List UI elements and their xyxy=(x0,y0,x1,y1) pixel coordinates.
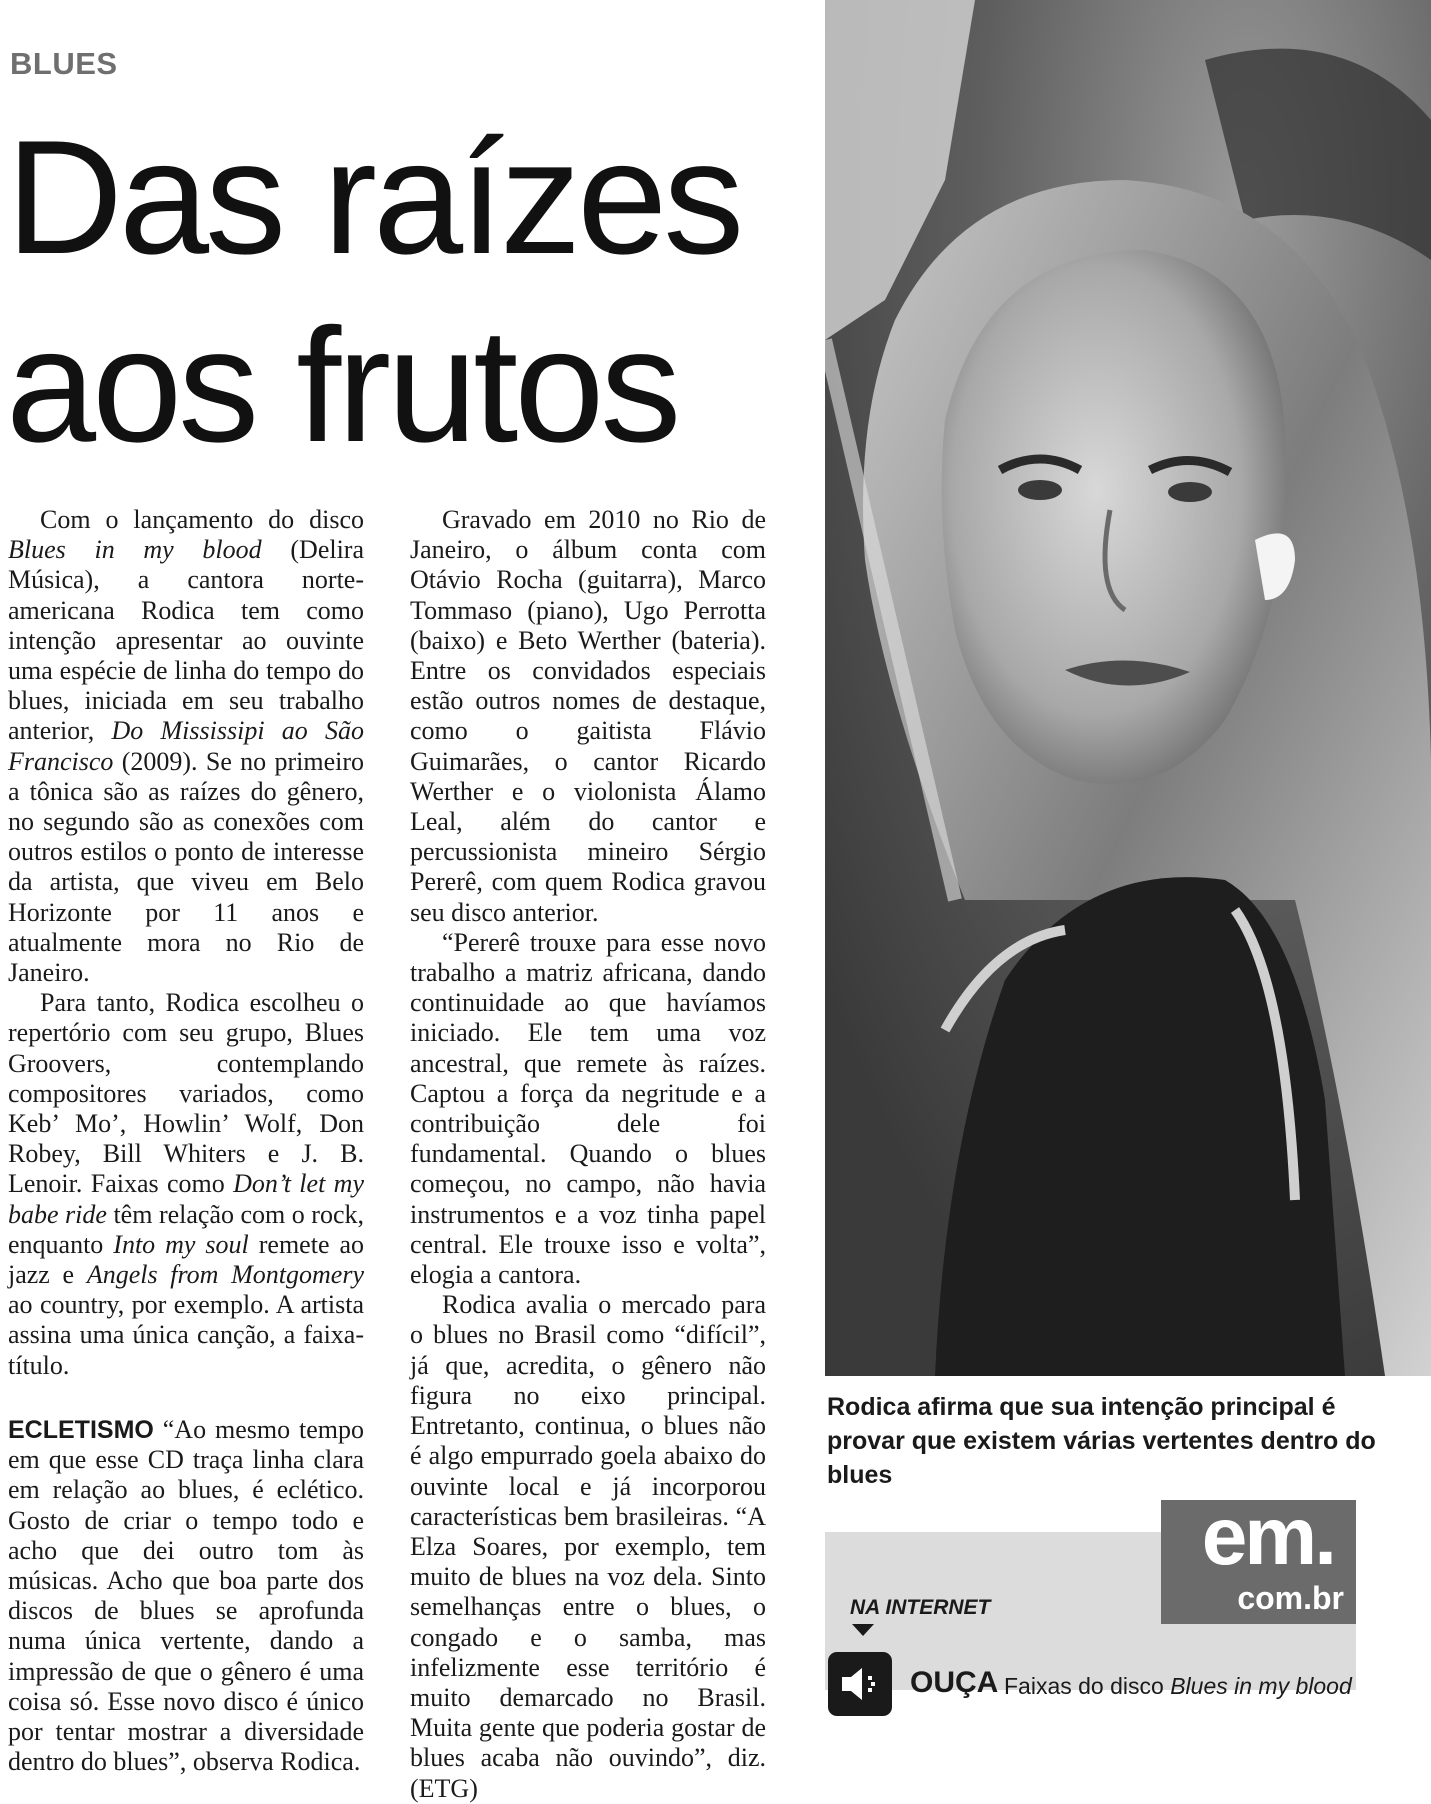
headline-line-2: aos frutos xyxy=(6,295,678,476)
logo-domain: com.br xyxy=(1237,1580,1344,1616)
portrait-photo xyxy=(825,0,1431,1376)
logo-em: em. xyxy=(1201,1491,1334,1582)
section-label: BLUES xyxy=(10,46,118,81)
speaker-icon xyxy=(838,1662,882,1706)
song-title: Don’t let my babe ride xyxy=(8,1169,364,1229)
listen-description: Faixas do disco Blues in my blood xyxy=(1004,1673,1352,1699)
listen-label[interactable]: OUÇA xyxy=(910,1666,999,1699)
paragraph: Rodica avalia o mercado para o blues no Brasil como “difícil”, já que, acredita, o gênero não figura no eixo principal. Entretanto, continua, o blues não é algo empurrado goela abaixo do ouvinte local e já incorporou características bem brasileiras. “A Elza Soares, por exemplo, tem muito de blues na voz dela. Sinto semelhanças entre o blues, o congado e o samba, mas infelizmente esse território é muito demarcado no Brasil. Muita gente que poderia gostar de blues acaba não ouvindo”, diz. (ETG) xyxy=(410,1290,766,1803)
paragraph: ECLETISMO “Ao mesmo tempo em que esse CD traça linha clara em relação ao blues, é eclético. Gosto de criar o tempo todo e acho que dei outro tom às músicas. Acho que boa parte dos discos de blues se aprofunda numa única vertente, dando a impressão de que o gênero é uma coisa só. Esse novo disco é único por tentar mostrar a diversidade dentro do blues”, observa Rodica. xyxy=(8,1414,364,1777)
album-title: Blues in my blood xyxy=(8,535,262,565)
subhead-lead-in: ECLETISMO xyxy=(8,1415,154,1444)
down-arrow-icon xyxy=(852,1624,874,1636)
song-title: Angels from Montgomery xyxy=(86,1260,364,1290)
album-title: Do Mississipi ao São Francisco xyxy=(8,716,364,776)
song-title: Into my soul xyxy=(113,1229,249,1259)
article-column-1 xyxy=(8,505,364,1777)
speaker-button[interactable] xyxy=(828,1652,892,1716)
paragraph: Para tanto, Rodica escolheu o repertório com seu grupo, Blues Groovers, contemplando compositores variados, como Keb’ Mo’, Howlin’ Wolf, Don Robey, Bill Whiters e J. B. Lenoir. Faixas como Don’t let my babe ride têm relação com o rock, enquanto Into my soul remete ao jazz e Angels from Montgomery ao country, por exemplo. A artista assina uma única canção, a faixa-título. xyxy=(8,988,364,1380)
web-section-label: NA INTERNET xyxy=(850,1596,991,1619)
headline xyxy=(6,104,826,480)
headline-line-1: Das raízes xyxy=(6,107,741,288)
album-title: Blues in my blood xyxy=(1170,1673,1352,1699)
paragraph: Com o lançamento do disco Blues in my blood (Delira Música), a cantora norte-americana Rodica tem como intenção apresentar ao ouvinte uma espécie de linha do tempo do blues, iniciada em seu trabalho anterior, Do Mississipi ao São Francisco (2009). Se no primeiro a tônica são as raízes do gênero, no segundo são as conexões com outros estilos o ponto de interesse da artista, que viveu em Belo Horizonte por 11 anos e atualmente mora no Rio de Janeiro. xyxy=(8,505,365,988)
article-column-2 xyxy=(410,505,766,1804)
em-logo[interactable] xyxy=(1161,1491,1356,1624)
paragraph: Gravado em 2010 no Rio de Janeiro, o álbum conta com Otávio Rocha (guitarra), Marco Tommaso (piano), Ugo Perrotta (baixo) e Beto Werther (bateria). Entre os convidados especiais estão outros nomes de destaque, como o gaitista Flávio Guimarães, o cantor Ricardo Werther e o violonista Álamo Leal, além do cantor e percussionista mineiro Sérgio Pererê, com quem Rodica gravou seu disco anterior. xyxy=(410,505,766,927)
photo-caption: Rodica afirma que sua intenção principal é provar que existem várias vertentes dentro do blues xyxy=(827,1393,1376,1489)
paragraph: “Pererê trouxe para esse novo trabalho a matriz africana, dando continuidade ao que havíamos iniciado. Ele tem uma voz ancestral, que remete às raízes. Captou a força da negritude e a contribuição dele foi fundamental. Quando o blues começou, no campo, não havia instrumentos e a voz tinha papel central. Ele trouxe isso e volta”, elogia a cantora. xyxy=(410,927,766,1290)
